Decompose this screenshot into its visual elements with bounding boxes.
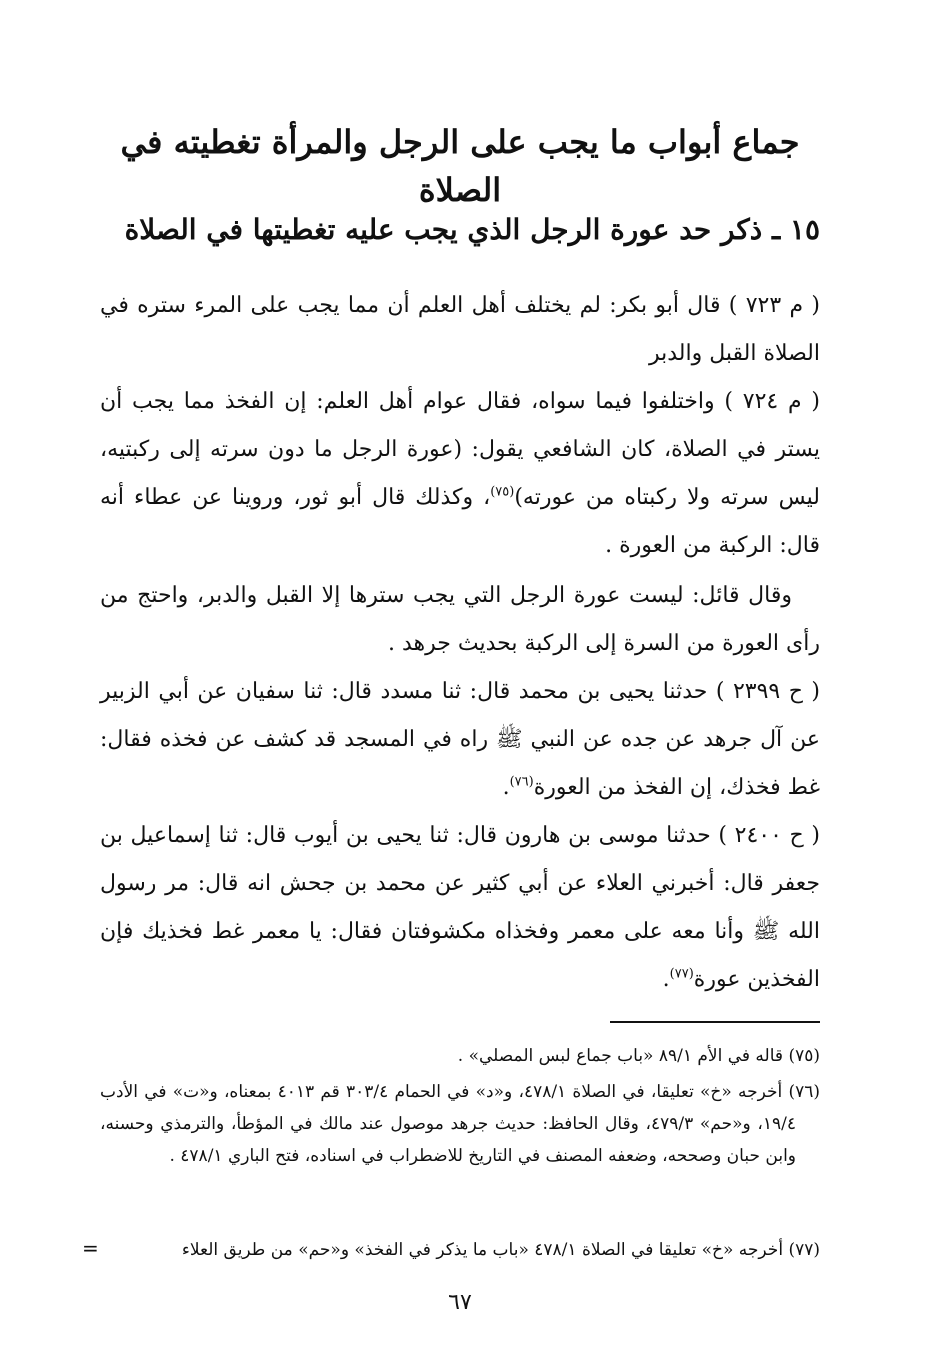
footnote-77: (٧٧) أخرجه «خ» تعليقا في الصلاة ٤٧٨/١ «باب ما يذكر في الفخذ» و«حم» من طريق العلاء bbox=[181, 1240, 820, 1260]
chapter-title: جماع أبواب ما يجب على الرجل والمرأة تغطيته في الصلاة bbox=[120, 123, 800, 209]
paragraph-h2400: ( ح ٢٤٠٠ ) حدثنا موسى بن هارون قال: ثنا يحيى بن أيوب قال: ثنا إسماعيل بن جعفر قال: أخبرني العلاء عن أبي كثير عن محمد بن جحش انه قال: مر رسول الله ﷺ وأنا معه على معمر وفخذاه مكشوفتان فقال: يا معمر غط فخذيك فإن الفخذين عورة$^{(٧٧)}$. bbox=[100, 823, 821, 992]
section-title: ١٥ ـ ذكر حد عورة الرجل الذي يجب عليه تغطيتها في الصلاة bbox=[124, 213, 820, 246]
footnote-76: (٧٦) أخرجه «خ» تعليقا، في الصلاة ٤٧٨/١، و«د» في الحمام ٣٠٣/٤ قم ٤٠١٣ بمعناه، و«ت» في الأدب ١٩/٤، و«حم» ٤٧٩/٣، وقال الحافظ: حديث جرهد موصول عند مالك في المؤطأ، والترمذي وحسنه، وابن حبان وصححه، وضعفه المصنف في التاريخ للاضطراب في اسناده، فتح الباري ٤٧٨/١ . bbox=[100, 1082, 820, 1166]
footnote-ref-76: (٧٦) bbox=[509, 774, 534, 790]
continuation-mark: = bbox=[82, 1236, 99, 1260]
footnote-ref-75: (٧٥) bbox=[490, 484, 515, 500]
paragraph-m724: ( م ٧٢٤ ) واختلفوا فيما سواه، فقال عوام أهل العلم: إن الفخذ مما يجب أن يستر في الصلاة، كان الشافعي يقول: (عورة الرجل ما دون سرته إلى ركبتيه، ليس سرته ولا ركبتاه من عورته)$^{(٧٥)}$، وكذلك قال أبو ثور، وروينا عن عطاء أنه قال: الركبة من العورة . bbox=[100, 389, 820, 558]
paragraph-qail: وقال قائل: ليست عورة الرجل التي يجب سترها إلا القبل والدبر، واحتج من رأى العورة من السرة إلى الركبة بحديث جرهد . bbox=[100, 583, 820, 656]
footnote-divider bbox=[610, 1021, 820, 1023]
book-page bbox=[100, 0, 820, 1353]
paragraph-h2399: ( ح ٢٣٩٩ ) حدثنا يحيى بن محمد قال: ثنا مسدد قال: ثنا سفيان عن أبي الزبير عن آل جرهد عن جده عن النبي ﷺ راه في المسجد قد كشف عن فخذه فقال: غط فخذك، إن الفخذ من العورة$^{(٧٦)}$. bbox=[100, 679, 820, 800]
footnote-75: (٧٥) قاله في الأم ٨٩/١ «باب جماع لبس المصلي» . bbox=[457, 1046, 820, 1066]
footnote-ref-77: (٧٧) bbox=[669, 966, 694, 982]
paragraph-m723: ( م ٧٢٣ ) قال أبو بكر: لم يختلف أهل العلم أن مما يجب على المرء ستره في الصلاة القبل والدبر bbox=[100, 293, 820, 366]
page-number: ٦٧ bbox=[448, 1290, 472, 1315]
